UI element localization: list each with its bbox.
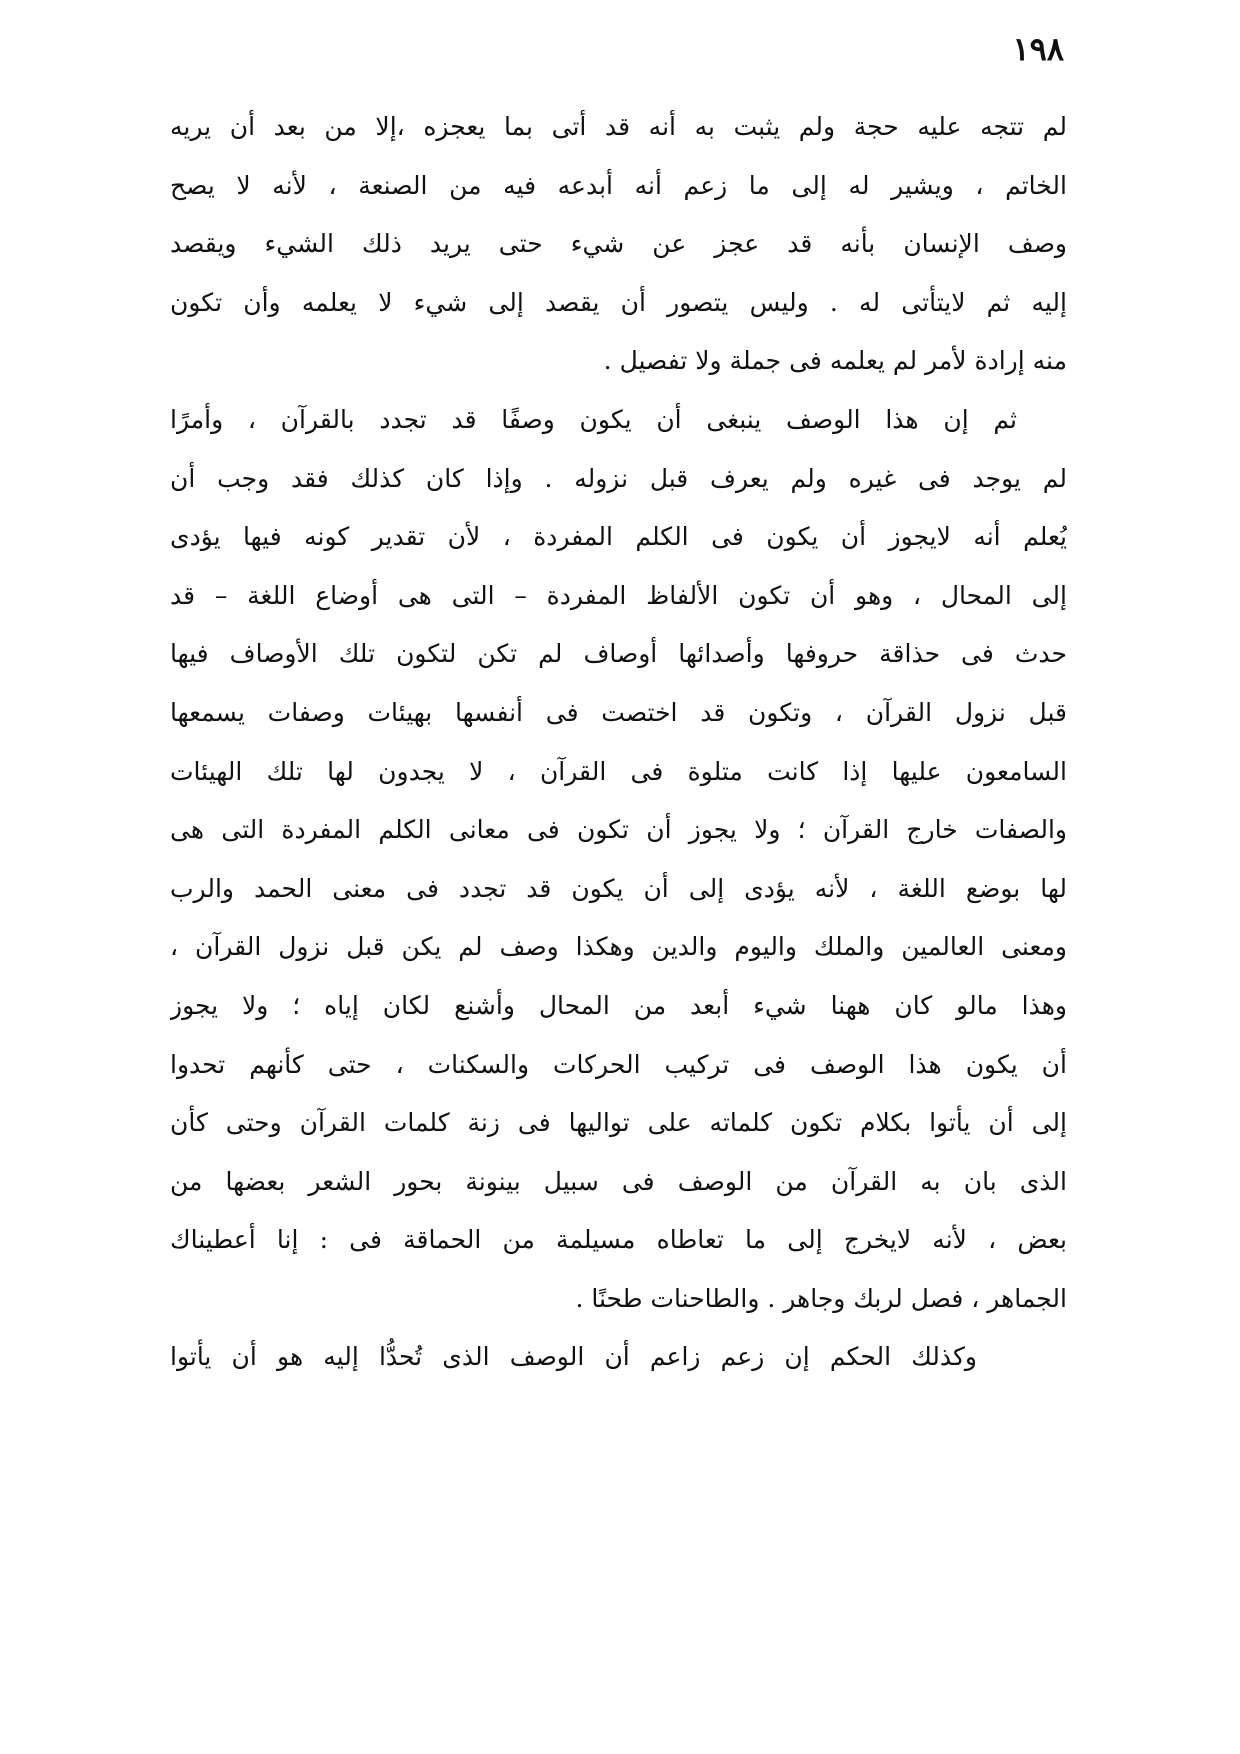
- text-line: والصفات خارج القرآن ؛ ولا يجوز أن تكون فى معانى الكلم المفردة التى هى: [170, 815, 1067, 845]
- text-line: لها بوضع اللغة ، لأنه يؤدى إلى أن يكون قد تجدد فى معنى الحمد والرب: [170, 873, 1067, 903]
- text-line: قبل نزول القرآن ، وتكون قد اختصت فى أنفسها بهيئات وصفات يسمعها: [170, 697, 1067, 727]
- text-line: لم تتجه عليه حجة ولم يثبت به أنه قد أتى بما يعجزه ،إلا من بعد أن يريه: [170, 112, 1067, 141]
- text-line: منه إرادة لأمر لم يعلمه فى جملة ولا تفصيل .: [603, 346, 1067, 376]
- text-line: الخاتم ، ويشير له إلى ما زعم أنه أبدعه فيه من الصنعة ، لأنه لا يصح: [170, 170, 1067, 200]
- text-line: إلى المحال ، وهو أن تكون الألفاظ المفردة – التى هى أوضاع اللغة – قد: [170, 580, 1067, 610]
- text-line: وهذا مالو كان ههنا شيء أبعد من المحال وأشنع لكان إياه ؛ ولا يجوز: [170, 990, 1067, 1020]
- text-line: أن يكون هذا الوصف فى تركيب الحركات والسكنات ، حتى كأنهم تحدوا: [170, 1049, 1067, 1079]
- text-line: الذى بان به القرآن من الوصف فى سبيل بينونة بحور الشعر بعضها من: [170, 1166, 1067, 1196]
- text-line: حدث فى حذاقة حروفها وأصدائها أوصاف لم تكن لتكون تلك الأوصاف فيها: [170, 639, 1067, 669]
- text-line: لم يوجد فى غيره ولم يعرف قبل نزوله . وإذا كان كذلك فقد وجب أن: [170, 463, 1067, 493]
- text-line: ثم إن هذا الوصف ينبغى أن يكون وصفًا قد تجدد بالقرآن ، وأمرًا: [170, 404, 1017, 434]
- text-line: الجماهر ، فصل لربك وجاهر . والطاحنات طحنًا .: [575, 1283, 1067, 1313]
- text-line: إليه ثم لايتأتى له . وليس يتصور أن يقصد إلى شيء لا يعلمه وأن تكون: [170, 287, 1067, 317]
- text-line: وكذلك الحكم إن زعم زاعم أن الوصف الذى تُحدُّا إليه هو أن يأتوا: [170, 1342, 977, 1372]
- text-line: وصف الإنسان بأنه قد عجز عن شيء حتى يريد ذلك الشيء ويقصد: [170, 229, 1067, 259]
- body-text: [170, 98, 1067, 1387]
- text-line: ومعنى العالمين والملك واليوم والدين وهكذا وصف لم يكن قبل نزول القرآن ،: [170, 932, 1067, 962]
- text-line: بعض ، لأنه لايخرج إلى ما تعاطاه مسيلمة من الحماقة فى : إنا أعطيناك: [170, 1225, 1067, 1255]
- text-line: إلى أن يأتوا بكلام تكون كلماته على تواليها فى زنة كلمات القرآن وحتى كأن: [170, 1108, 1067, 1138]
- text-line: السامعون عليها إذا كانت متلوة فى القرآن ، لا يجدون لها تلك الهيئات: [170, 756, 1067, 786]
- text-line: يُعلم أنه لايجوز أن يكون فى الكلم المفردة ، لأن تقدير كونه فيها يؤدى: [170, 522, 1067, 552]
- page-number: ١٩٨: [1012, 30, 1064, 68]
